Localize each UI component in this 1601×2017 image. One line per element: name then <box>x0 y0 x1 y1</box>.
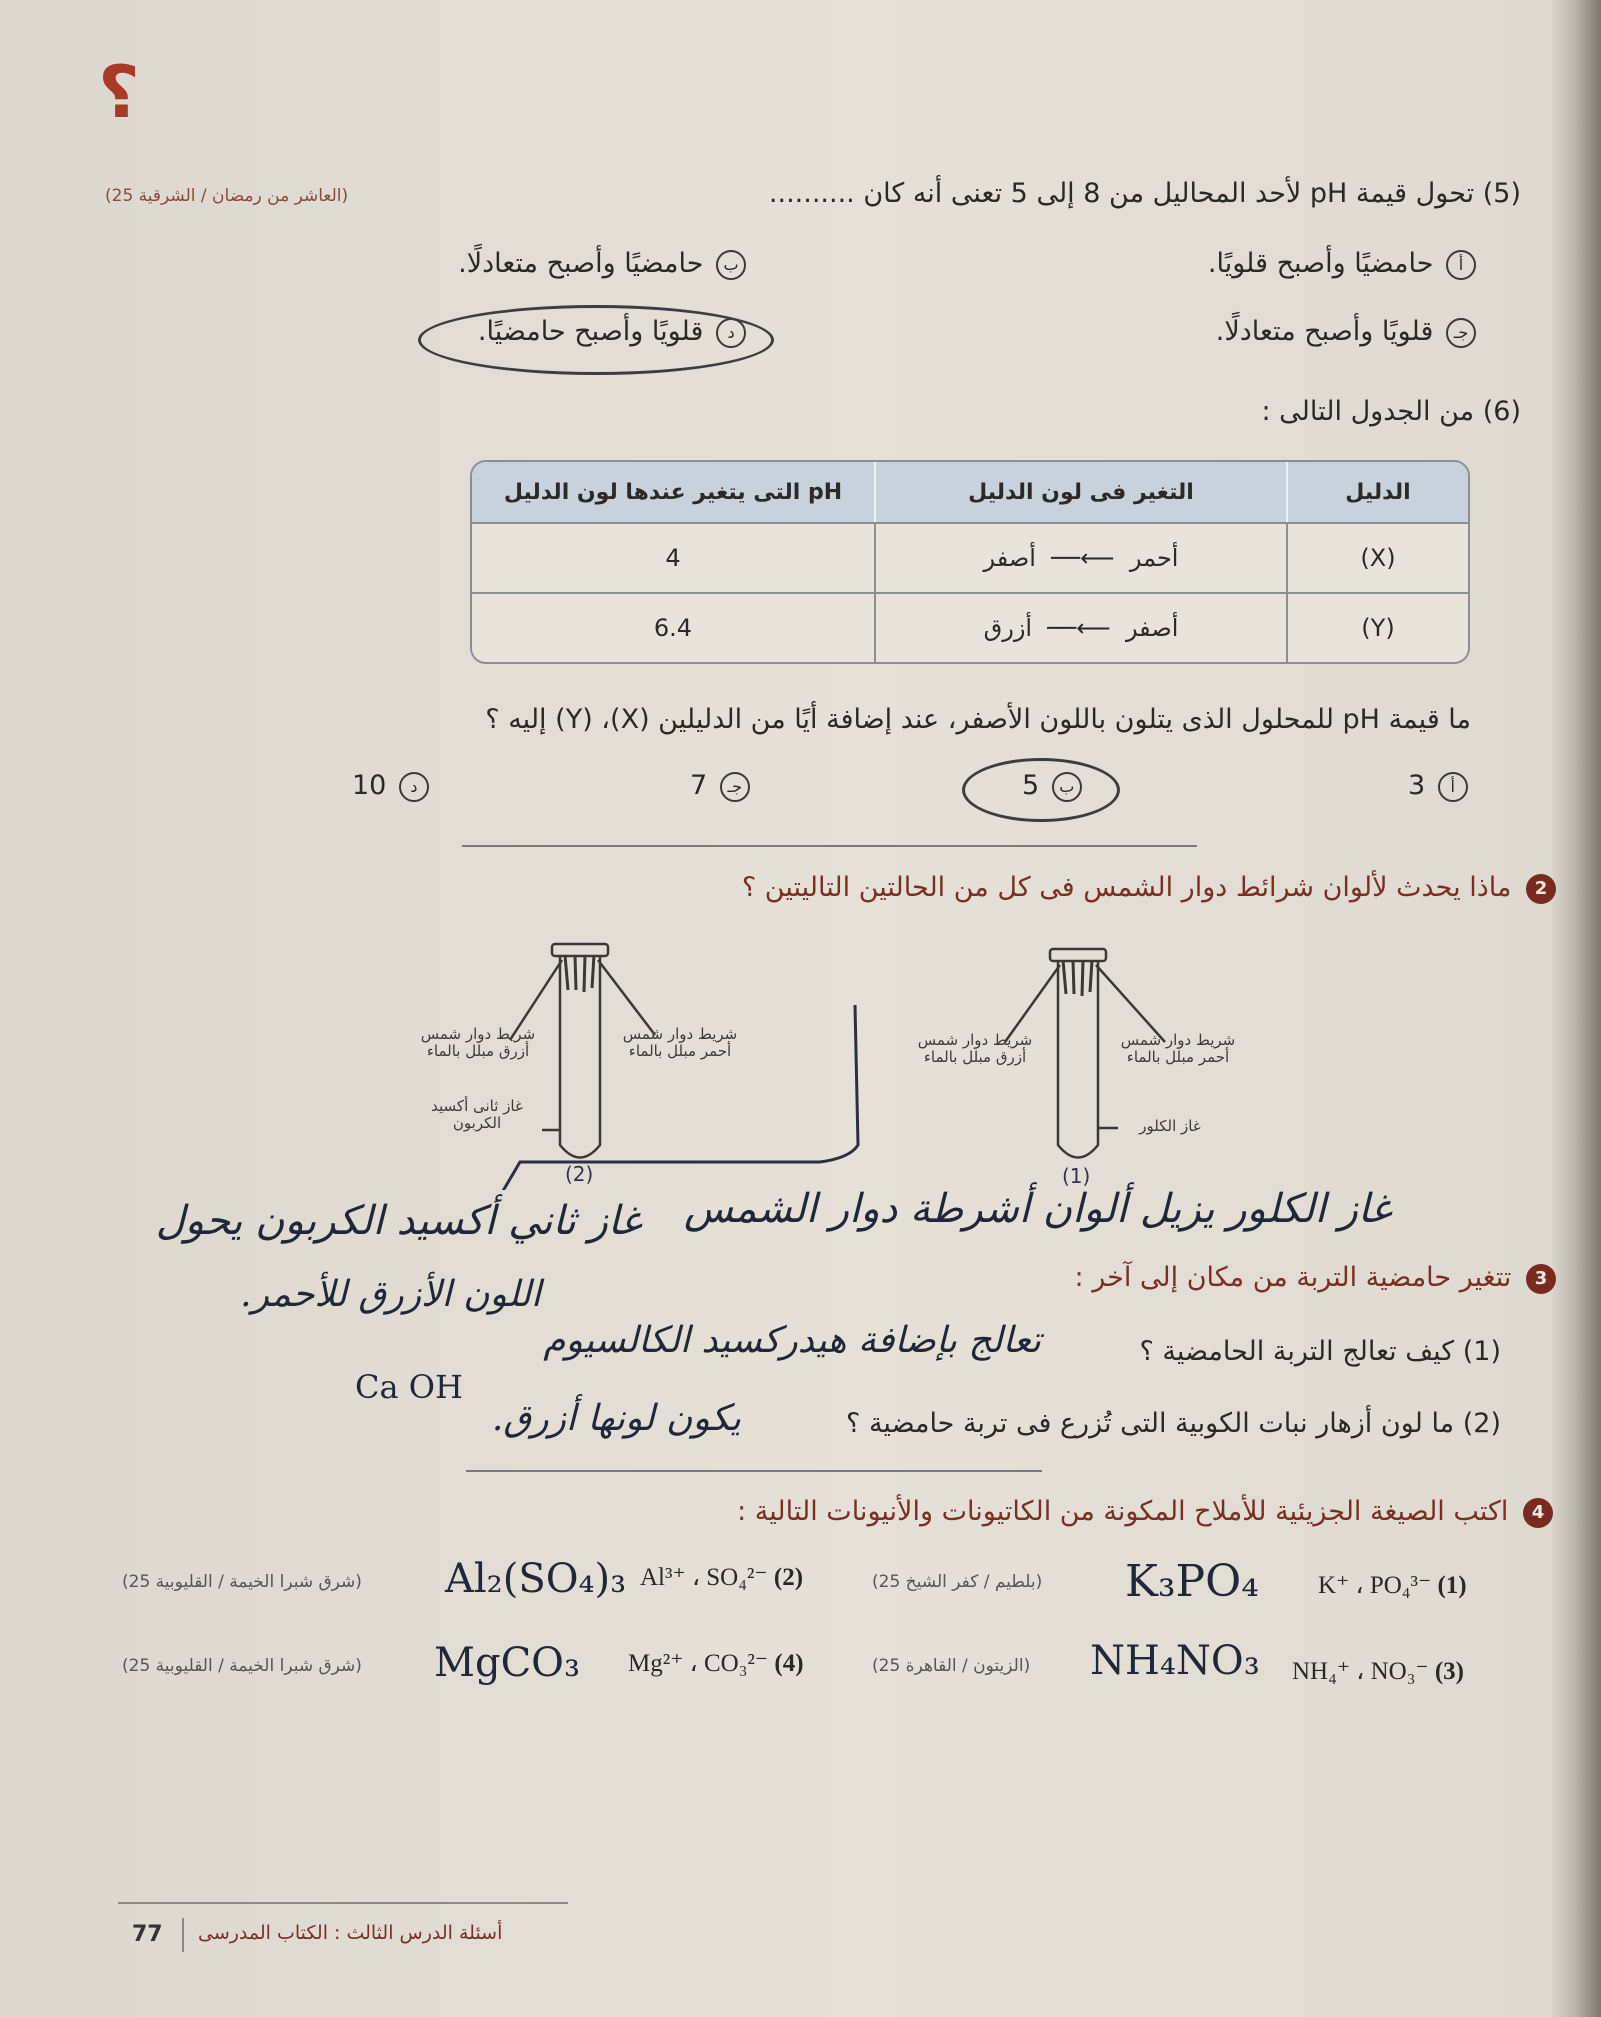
divider <box>466 1470 1042 1472</box>
section3-q2: (2) ما لون أزهار نبات الكوبية التى تُزرع فى تربة حامضية ؟ <box>846 1408 1501 1439</box>
section4-title <box>737 1496 1553 1528</box>
option-letter: ب <box>716 250 746 280</box>
table-cell-ph: 6.4 <box>472 592 874 662</box>
section3-answer-1: تعالج بإضافة هيدركسيد الكالسيوم <box>543 1320 1041 1361</box>
table-header-ph: pH التى يتغير عندها لون الدليل <box>472 462 874 522</box>
salt-item-2-ions <box>640 1562 803 1592</box>
table-row <box>472 522 1468 592</box>
color-from: أصفر <box>1125 614 1179 642</box>
item-number: (3) <box>1434 1658 1465 1685</box>
option-text: قلويًا وأصبح متعادلًا. <box>1215 316 1434 347</box>
table-cell-indicator: (Y) <box>1286 592 1468 662</box>
q5-option-c <box>1216 316 1476 348</box>
option-letter: د <box>399 772 429 802</box>
option-letter: د <box>716 318 746 348</box>
table-cell-color-change <box>874 522 1286 592</box>
salt-item-2-answer: Al₂(SO₄)₃ <box>445 1556 627 1602</box>
salt-item-3-ions <box>1292 1656 1464 1686</box>
section3-title <box>1075 1262 1556 1294</box>
footer-divider <box>118 1902 568 1904</box>
table-header-indicator: الدليل <box>1286 462 1468 522</box>
tube1-strip-red-label: شريط دوار شمس أحمر مبلل بالماء <box>1120 1031 1236 1066</box>
section-title-text: اكتب الصيغة الجزيئية للأملاح المكونة من الكاتيونات والأنيونات التالية : <box>737 1496 1509 1527</box>
tube2-strip-blue-label: شريط دوار شمس أزرق مبلل بالماء <box>420 1025 536 1060</box>
option-value: 3 <box>1408 770 1426 801</box>
table-cell-ph: 4 <box>472 522 874 592</box>
salt-item-3-source: (الزيتون / القاهرة 25) <box>872 1656 1031 1676</box>
tube1-strip-blue-label: شريط دوار شمس أزرق مبلل بالماء <box>917 1031 1033 1066</box>
salt-item-2-source: (شرق شبرا الخيمة / القليوبية 25) <box>122 1572 362 1592</box>
q6-question: ما قيمة pH للمحلول الذى يتلون باللون الأصفر، عند إضافة أيًا من الدليلين (X)، (Y) إليه ؟ <box>485 704 1471 735</box>
q5-option-b <box>458 248 746 280</box>
page-number: 77 <box>132 1922 163 1947</box>
question-mark-icon: ؟ <box>98 50 140 134</box>
option-text: قلويًا وأصبح حامضيًا. <box>477 316 704 347</box>
table-cell-color-change <box>874 592 1286 662</box>
option-text: حامضيًا وأصبح قلويًا. <box>1207 248 1434 279</box>
section-number-badge: 3 <box>1526 1264 1556 1294</box>
section-title-text: تتغير حامضية التربة من مكان إلى آخر : <box>1074 1262 1512 1293</box>
salt-item-4-answer: MgCO₃ <box>434 1640 580 1686</box>
color-to: أزرق <box>983 614 1033 642</box>
table-cell-indicator: (X) <box>1286 522 1468 592</box>
salt-item-4-ions <box>628 1648 804 1678</box>
salt-item-1-ions <box>1318 1570 1467 1600</box>
handwritten-answer-2b: اللون الأزرق للأحمر. <box>240 1274 541 1315</box>
section3-answer-2: يكون لونها أزرق. <box>491 1398 741 1439</box>
section3-formula: Ca OH <box>355 1368 463 1406</box>
color-from: أحمر <box>1129 544 1179 572</box>
table-header-color-change: التغير فى لون الدليل <box>874 462 1286 522</box>
item-number: (1) <box>1437 1572 1467 1599</box>
salt-item-1-source: (بلطيم / كفر الشيخ 25) <box>872 1572 1043 1592</box>
answer-circle-q5 <box>418 305 774 375</box>
q6-option-c <box>690 770 750 802</box>
option-letter: ب <box>1052 772 1082 802</box>
arrow-left-icon: ⟵── <box>1043 544 1123 572</box>
item-number: (2) <box>773 1564 804 1591</box>
option-text: حامضيًا وأصبح متعادلًا. <box>458 248 704 279</box>
q6-intro: (6) من الجدول التالى : <box>1261 396 1521 427</box>
ions-text: K⁺ ، PO₄³⁻ <box>1318 1572 1432 1599</box>
tube1-gas-label: غاز الكلور <box>1139 1117 1201 1135</box>
salt-item-4-source: (شرق شبرا الخيمة / القليوبية 25) <box>122 1656 362 1676</box>
footer-text: أسئلة الدرس الثالث : الكتاب المدرسى <box>198 1922 503 1944</box>
option-letter: أ <box>1446 250 1476 280</box>
answer-circle-q6 <box>962 758 1120 822</box>
section-title-text: ماذا يحدث لألوان شرائط دوار الشمس فى كل من الحالتين التاليتين ؟ <box>741 872 1512 903</box>
section-number-badge: 4 <box>1523 1498 1553 1528</box>
salt-item-3-answer: NH₄NO₃ <box>1090 1638 1260 1684</box>
tube2-strip-red-label: شريط دوار شمس أحمر مبلل بالماء <box>622 1025 738 1060</box>
option-value: 10 <box>352 770 387 801</box>
section3-q1: (1) كيف تعالج التربة الحامضية ؟ <box>1139 1336 1501 1367</box>
section-number-badge: 2 <box>1526 874 1556 904</box>
q6-option-a <box>1408 770 1468 802</box>
tube1-number: (1) <box>1062 1164 1091 1188</box>
page-binding <box>1552 0 1601 2017</box>
footer-separator <box>182 1918 184 1952</box>
q5-source: (العاشر من رمضان / الشرقية 25) <box>105 186 349 206</box>
tube2-gas-label: غاز ثانى أكسيد الكربون <box>431 1097 523 1132</box>
item-number: (4) <box>774 1650 804 1677</box>
q6-option-d <box>352 770 429 802</box>
salt-item-1-answer: K₃PO₄ <box>1125 1556 1259 1607</box>
color-to: أصفر <box>983 544 1036 572</box>
option-value: 7 <box>690 770 708 801</box>
ions-text: Al³⁺ ، SO₄²⁻ <box>640 1564 768 1591</box>
handwritten-answer-2a: غاز ثاني أكسيد الكربون يحول <box>155 1198 641 1244</box>
indicator-table <box>470 460 1470 664</box>
tube2-number: (2) <box>565 1162 594 1186</box>
arrow-left-icon: ⟵── <box>1039 614 1119 642</box>
option-letter: جـ <box>720 772 750 802</box>
handwritten-answer-1: غاز الكلور يزيل ألوان أشرطة دوار الشمس <box>683 1186 1391 1232</box>
q5-option-a <box>1208 248 1476 280</box>
section2-title <box>742 872 1556 904</box>
option-letter: أ <box>1438 772 1468 802</box>
option-value: 5 <box>1022 770 1040 801</box>
option-letter: جـ <box>1446 318 1476 348</box>
ions-text: Mg²⁺ ، CO₃²⁻ <box>628 1650 769 1677</box>
table-row <box>472 592 1468 662</box>
divider <box>462 845 1197 847</box>
q5-text: (5) تحول قيمة pH لأحد المحاليل من 8 إلى 5 تعنى أنه كان .......... <box>768 178 1521 209</box>
ions-text: NH₄⁺ ، NO₃⁻ <box>1292 1658 1429 1685</box>
